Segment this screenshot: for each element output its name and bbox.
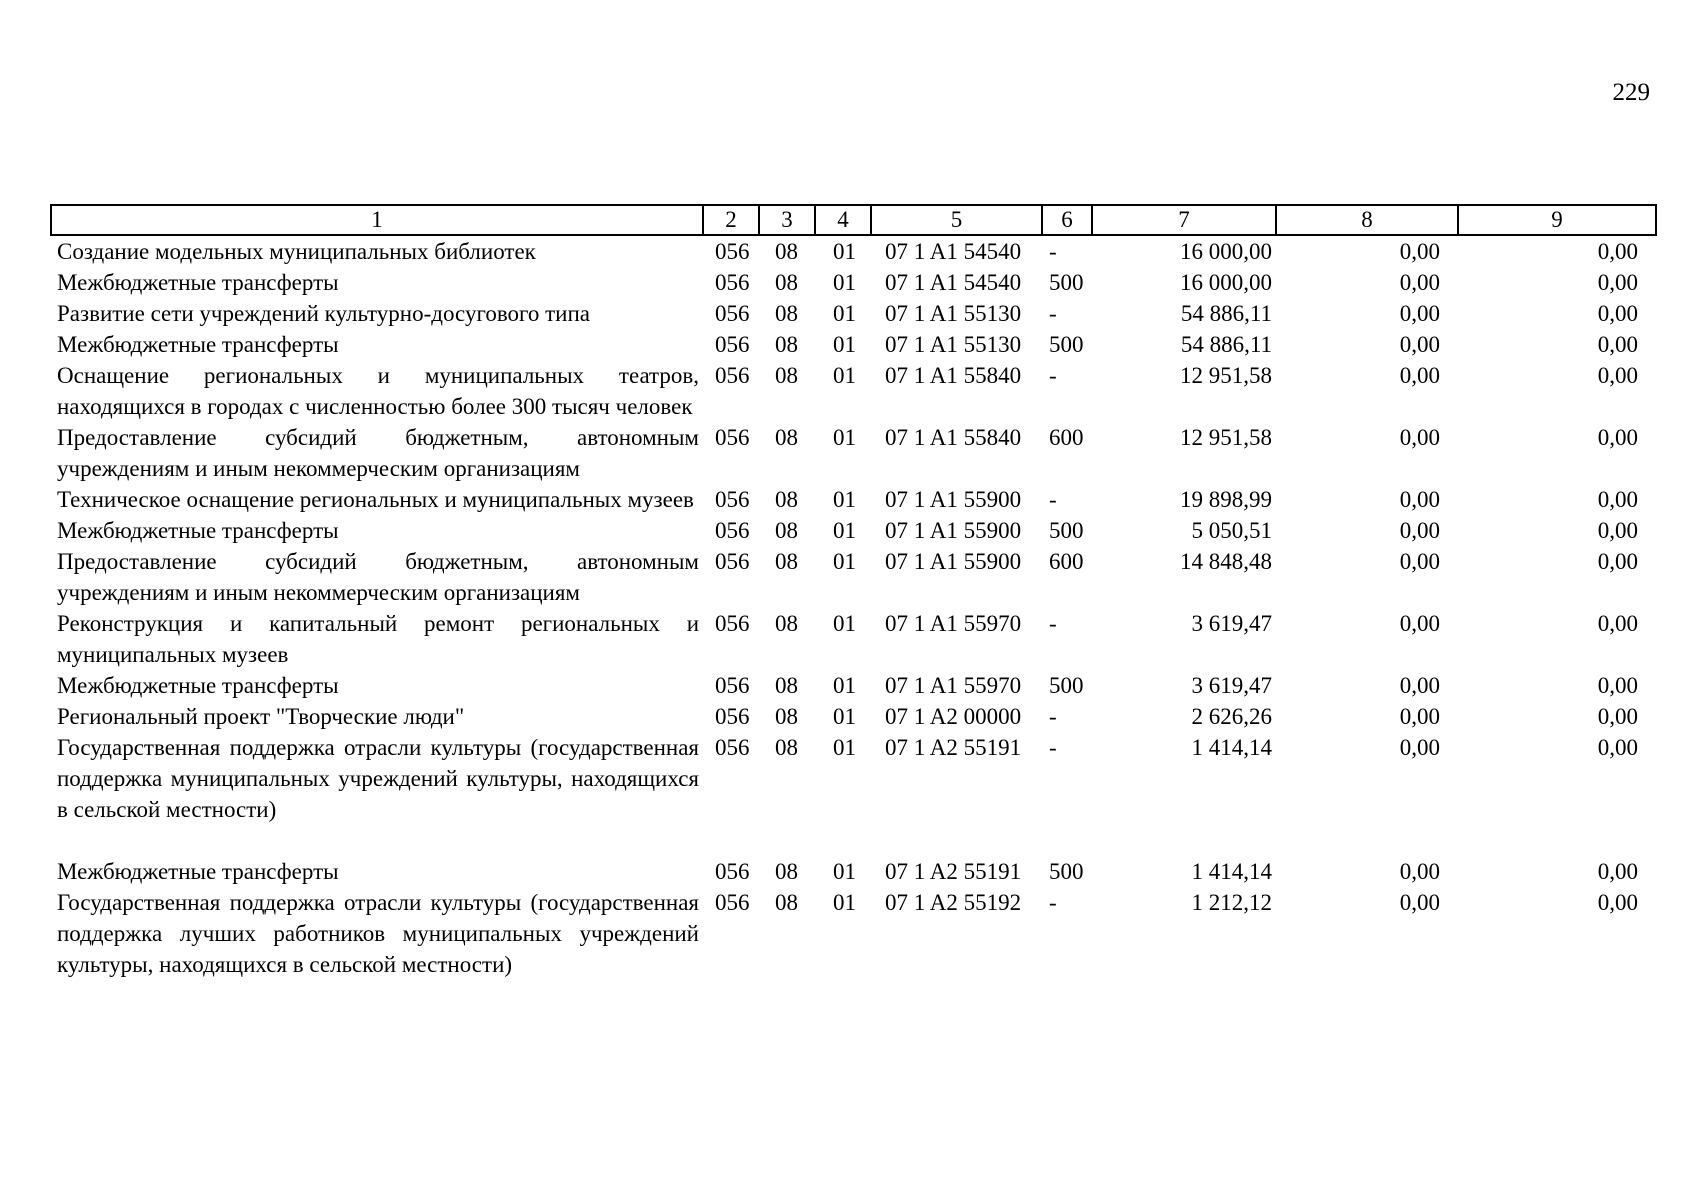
cell-subsection: 01	[833, 673, 856, 698]
cell-section: 08	[775, 301, 798, 326]
cell-subsection: 01	[833, 270, 856, 295]
cell-amount-col9: 0,00	[1597, 518, 1638, 543]
cell-target-article: 07 1 A2 55191	[885, 859, 1022, 884]
cell-amount-col8: 0,00	[1399, 890, 1440, 915]
cell-amount-col8: 0,00	[1399, 363, 1440, 388]
cell-subsection: 01	[833, 301, 856, 326]
cell-amount-col7: 12 951,58	[1180, 425, 1272, 450]
column-header: 1	[51, 205, 703, 235]
cell-section: 08	[775, 704, 798, 729]
cell-amount-col7: 1 414,14	[1191, 859, 1272, 884]
cell-target-article: 07 1 A2 00000	[885, 704, 1022, 729]
cell-grbs: 056	[715, 673, 750, 698]
cell-amount-col9: 0,00	[1597, 890, 1638, 915]
cell-amount-col9: 0,00	[1597, 549, 1638, 574]
cell-subsection: 01	[833, 859, 856, 884]
cell-target-article: 07 1 A1 55900	[885, 487, 1022, 512]
cell-grbs: 056	[715, 301, 750, 326]
row-name: Предоставление субсидий бюджетным, автономным учреждениям и иным некоммерческим организациям	[57, 425, 699, 481]
table-row	[51, 267, 1656, 298]
cell-target-article: 07 1 A1 55970	[885, 611, 1022, 636]
cell-expense-type: 600	[1049, 549, 1084, 574]
cell-amount-col8: 0,00	[1399, 239, 1440, 264]
cell-grbs: 056	[715, 425, 750, 450]
cell-expense-type: 500	[1049, 270, 1084, 295]
cell-amount-col7: 12 951,58	[1180, 363, 1272, 388]
cell-expense-type: -	[1049, 704, 1057, 729]
cell-expense-type: -	[1049, 239, 1057, 264]
page-number: 229	[1612, 79, 1650, 106]
cell-section: 08	[775, 487, 798, 512]
cell-amount-col9: 0,00	[1597, 735, 1638, 760]
cell-amount-col8: 0,00	[1399, 549, 1440, 574]
cell-subsection: 01	[833, 425, 856, 450]
row-name: Развитие сети учреждений культурно-досугового типа	[57, 301, 591, 326]
cell-section: 08	[775, 518, 798, 543]
cell-grbs: 056	[715, 270, 750, 295]
cell-amount-col9: 0,00	[1597, 859, 1638, 884]
cell-section: 08	[775, 363, 798, 388]
cell-section: 08	[775, 611, 798, 636]
column-header: 4	[815, 205, 871, 235]
cell-amount-col9: 0,00	[1597, 704, 1638, 729]
cell-section: 08	[775, 332, 798, 357]
cell-amount-col8: 0,00	[1399, 611, 1440, 636]
cell-amount-col7: 16 000,00	[1180, 270, 1272, 295]
cell-subsection: 01	[833, 518, 856, 543]
table-row	[51, 329, 1656, 360]
table-body	[51, 235, 1656, 980]
cell-subsection: 01	[833, 487, 856, 512]
cell-target-article: 07 1 A1 55840	[885, 363, 1022, 388]
cell-amount-col9: 0,00	[1597, 332, 1638, 357]
column-header: 5	[871, 205, 1042, 235]
row-name: Межбюджетные трансферты	[57, 518, 339, 543]
row-name: Предоставление субсидий бюджетным, автономным учреждениям и иным некоммерческим организациям	[57, 549, 699, 605]
table-row	[51, 856, 1656, 887]
cell-grbs: 056	[715, 704, 750, 729]
cell-amount-col9: 0,00	[1597, 239, 1638, 264]
cell-amount-col7: 3 619,47	[1191, 611, 1272, 636]
cell-target-article: 07 1 A1 54540	[885, 239, 1022, 264]
table-row	[51, 701, 1656, 732]
cell-amount-col7: 5 050,51	[1191, 518, 1272, 543]
cell-amount-col9: 0,00	[1597, 270, 1638, 295]
cell-expense-type: -	[1049, 890, 1057, 915]
row-name: Межбюджетные трансферты	[57, 270, 339, 295]
table-row	[51, 515, 1656, 546]
row-name: Оснащение региональных и муниципальных театров, находящихся в городах с численностью более 300 тысяч человек	[57, 363, 699, 419]
column-header: 9	[1458, 205, 1656, 235]
cell-amount-col9: 0,00	[1597, 673, 1638, 698]
cell-amount-col9: 0,00	[1597, 487, 1638, 512]
cell-subsection: 01	[833, 704, 856, 729]
cell-amount-col9: 0,00	[1597, 301, 1638, 326]
cell-target-article: 07 1 A1 55130	[885, 332, 1022, 357]
cell-target-article: 07 1 A1 55900	[885, 518, 1022, 543]
cell-section: 08	[775, 890, 798, 915]
cell-section: 08	[775, 735, 798, 760]
cell-grbs: 056	[715, 239, 750, 264]
table-row	[51, 732, 1656, 856]
cell-expense-type: -	[1049, 301, 1057, 326]
column-header: 3	[759, 205, 815, 235]
cell-amount-col8: 0,00	[1399, 301, 1440, 326]
cell-expense-type: -	[1049, 735, 1057, 760]
cell-amount-col9: 0,00	[1597, 611, 1638, 636]
cell-section: 08	[775, 549, 798, 574]
cell-amount-col8: 0,00	[1399, 704, 1440, 729]
budget-table	[50, 204, 1657, 980]
cell-grbs: 056	[715, 859, 750, 884]
cell-expense-type: 500	[1049, 673, 1084, 698]
cell-amount-col8: 0,00	[1399, 518, 1440, 543]
cell-grbs: 056	[715, 735, 750, 760]
cell-subsection: 01	[833, 611, 856, 636]
cell-amount-col7: 1 414,14	[1191, 735, 1272, 760]
table-row	[51, 422, 1656, 484]
cell-amount-col7: 54 886,11	[1180, 301, 1272, 326]
row-name: Межбюджетные трансферты	[57, 332, 339, 357]
cell-target-article: 07 1 A1 54540	[885, 270, 1022, 295]
cell-expense-type: 600	[1049, 425, 1084, 450]
cell-expense-type: -	[1049, 487, 1057, 512]
cell-grbs: 056	[715, 332, 750, 357]
column-header: 2	[703, 205, 759, 235]
cell-amount-col8: 0,00	[1399, 332, 1440, 357]
table-row	[51, 546, 1656, 608]
table-row	[51, 887, 1656, 980]
cell-subsection: 01	[833, 363, 856, 388]
cell-expense-type: 500	[1049, 859, 1084, 884]
cell-section: 08	[775, 673, 798, 698]
row-name: Межбюджетные трансферты	[57, 859, 339, 884]
cell-amount-col7: 2 626,26	[1191, 704, 1272, 729]
column-header: 8	[1276, 205, 1458, 235]
cell-amount-col7: 1 212,12	[1191, 890, 1272, 915]
cell-amount-col7: 19 898,99	[1180, 487, 1272, 512]
row-name: Государственная поддержка отрасли культуры (государственная поддержка лучших работников муниципальных учреждений культуры, находящихся в сельской местности)	[57, 890, 699, 977]
cell-expense-type: -	[1049, 611, 1057, 636]
cell-grbs: 056	[715, 549, 750, 574]
cell-section: 08	[775, 270, 798, 295]
cell-target-article: 07 1 A1 55840	[885, 425, 1022, 450]
cell-amount-col7: 16 000,00	[1180, 239, 1272, 264]
cell-amount-col7: 54 886,11	[1180, 332, 1272, 357]
cell-grbs: 056	[715, 363, 750, 388]
cell-target-article: 07 1 A1 55900	[885, 549, 1022, 574]
row-name: Межбюджетные трансферты	[57, 673, 339, 698]
cell-expense-type: 500	[1049, 518, 1084, 543]
cell-grbs: 056	[715, 487, 750, 512]
cell-amount-col8: 0,00	[1399, 673, 1440, 698]
cell-amount-col8: 0,00	[1399, 270, 1440, 295]
cell-subsection: 01	[833, 332, 856, 357]
cell-amount-col8: 0,00	[1399, 859, 1440, 884]
row-name: Техническое оснащение региональных и муниципальных музеев	[57, 487, 694, 512]
cell-section: 08	[775, 425, 798, 450]
column-number-header	[51, 205, 1656, 235]
cell-grbs: 056	[715, 890, 750, 915]
row-name: Региональный проект "Творческие люди"	[57, 704, 465, 729]
cell-amount-col8: 0,00	[1399, 425, 1440, 450]
cell-section: 08	[775, 239, 798, 264]
table-row	[51, 235, 1656, 267]
table-row	[51, 360, 1656, 422]
cell-amount-col8: 0,00	[1399, 735, 1440, 760]
cell-grbs: 056	[715, 518, 750, 543]
cell-amount-col8: 0,00	[1399, 487, 1440, 512]
cell-expense-type: 500	[1049, 332, 1084, 357]
cell-amount-col7: 3 619,47	[1191, 673, 1272, 698]
cell-amount-col7: 14 848,48	[1180, 549, 1272, 574]
row-name: Реконструкция и капитальный ремонт региональных и муниципальных музеев	[57, 611, 699, 667]
column-header: 6	[1042, 205, 1092, 235]
cell-subsection: 01	[833, 239, 856, 264]
row-name: Создание модельных муниципальных библиотек	[57, 239, 536, 264]
table-row	[51, 608, 1656, 670]
table-row	[51, 484, 1656, 515]
cell-grbs: 056	[715, 611, 750, 636]
cell-amount-col9: 0,00	[1597, 363, 1638, 388]
cell-target-article: 07 1 A1 55970	[885, 673, 1022, 698]
cell-target-article: 07 1 A2 55192	[885, 890, 1022, 915]
table-row	[51, 298, 1656, 329]
row-name: Государственная поддержка отрасли культуры (государственная поддержка муниципальных учреждений культуры, находящихся в сельской местности)	[57, 735, 699, 822]
cell-subsection: 01	[833, 735, 856, 760]
column-header: 7	[1092, 205, 1276, 235]
table-row	[51, 670, 1656, 701]
cell-section: 08	[775, 859, 798, 884]
cell-expense-type: -	[1049, 363, 1057, 388]
cell-amount-col9: 0,00	[1597, 425, 1638, 450]
cell-subsection: 01	[833, 890, 856, 915]
cell-target-article: 07 1 A1 55130	[885, 301, 1022, 326]
cell-target-article: 07 1 A2 55191	[885, 735, 1022, 760]
cell-subsection: 01	[833, 549, 856, 574]
